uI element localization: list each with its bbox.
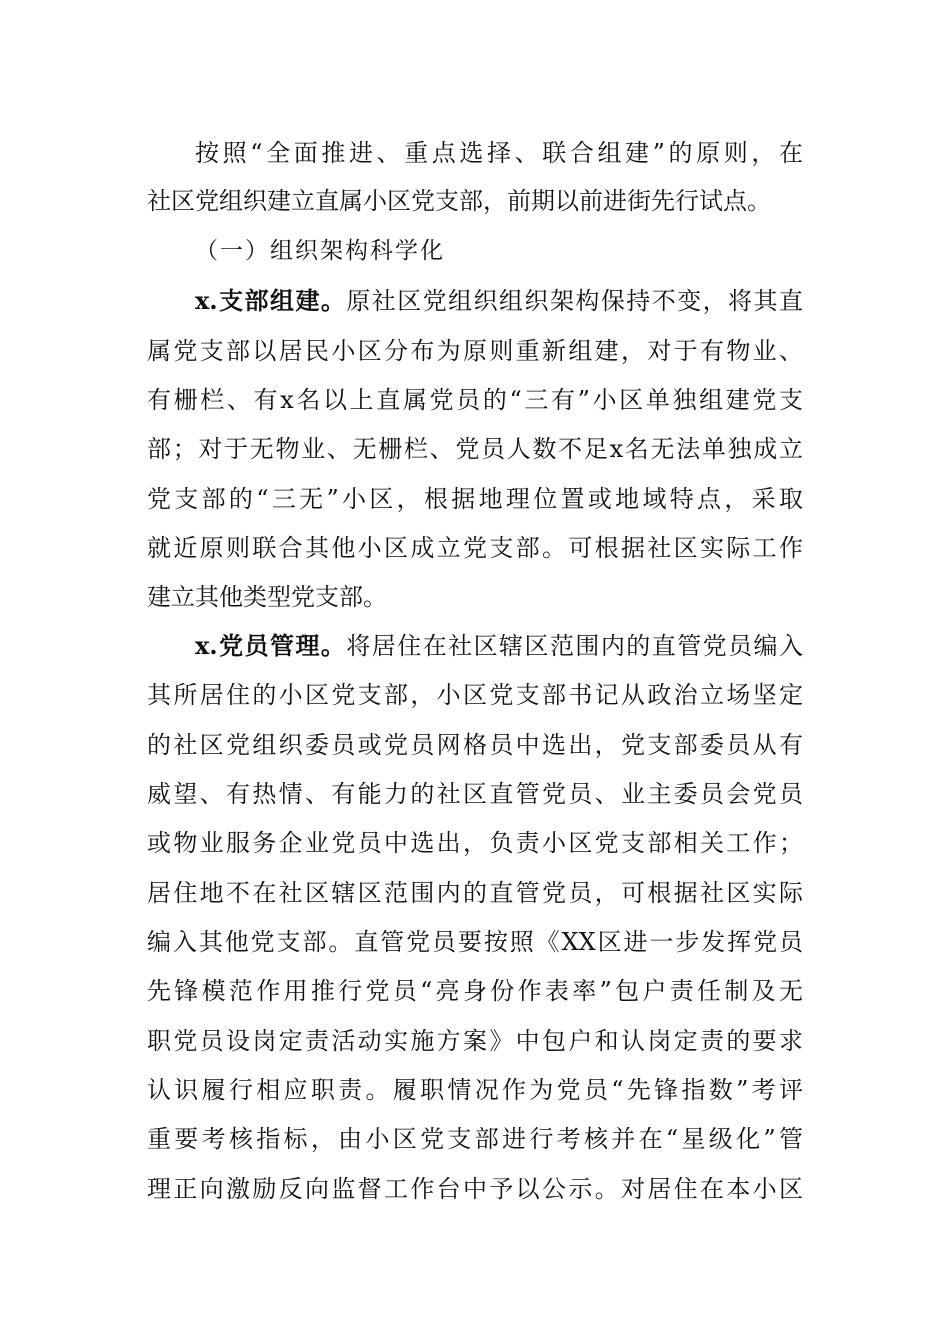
item1-line: 有栅栏、有x名以上直属党员的“三有”小区单独组建党支 [147, 386, 803, 414]
item2-line: 理正向激励反向监督工作台中予以公示。对居住在本小区 [147, 1175, 803, 1203]
item2-line: 威望、有热情、有能力的社区直管党员、业主委员会党员 [147, 780, 803, 808]
item2-first-line [195, 631, 803, 661]
item2-lead: x.党员管理。 [195, 631, 347, 660]
intro-line-1: 按照“全面推进、重点选择、联合组建”的原则，在 [195, 139, 803, 167]
item2-line: 职党员设岗定责活动实施方案》中包户和认岗定责的要求 [147, 1027, 803, 1055]
item2-line: 编入其他党支部。直管党员要按照《XX区进一步发挥党员 [147, 928, 803, 956]
item1-line: 属党支部以居民小区分布为原则重新组建，对于有物业、 [147, 337, 803, 365]
item1-line: 建立其他类型党支部。 [147, 583, 387, 611]
item1-first-line-rest: 原社区党组织组织架构保持不变，将其直 [346, 287, 803, 315]
intro-line-2: 社区党组织建立直属小区党支部，前期以前进街先行试点。 [147, 187, 771, 215]
item2-line: 认识履行相应职责。履职情况作为党员“先锋指数”考评 [147, 1076, 803, 1104]
item2-line: 其所居住的小区党支部，小区党支部书记从政治立场坚定 [147, 681, 803, 709]
item1-line: 党支部的“三无”小区，根据地理位置或地域特点，采取 [147, 485, 803, 513]
item2-first-line-rest: 将居住在社区辖区范围内的直管党员编入 [346, 632, 803, 660]
item2-line: 先锋模范作用推行党员“亮身份作表率”包户责任制及无 [147, 977, 803, 1005]
item2-line: 或物业服务企业党员中选出，负责小区党支部相关工作； [147, 829, 803, 857]
item1-lead: x.支部组建。 [195, 286, 347, 315]
section-heading: （一）组织架构科学化 [195, 238, 445, 264]
item2-line: 居住地不在社区辖区范围内的直管党员，可根据社区实际 [147, 879, 803, 907]
item1-line: 就近原则联合其他小区成立党支部。可根据社区实际工作 [147, 534, 803, 562]
item1-line: 部；对于无物业、无栅栏、党员人数不足x名无法单独成立 [147, 435, 803, 463]
item2-line: 的社区党组织委员或党员网格员中选出，党支部委员从有 [147, 731, 803, 759]
item1-first-line [195, 286, 803, 316]
item2-line: 重要考核指标，由小区党支部进行考核并在“星级化”管 [147, 1125, 803, 1153]
